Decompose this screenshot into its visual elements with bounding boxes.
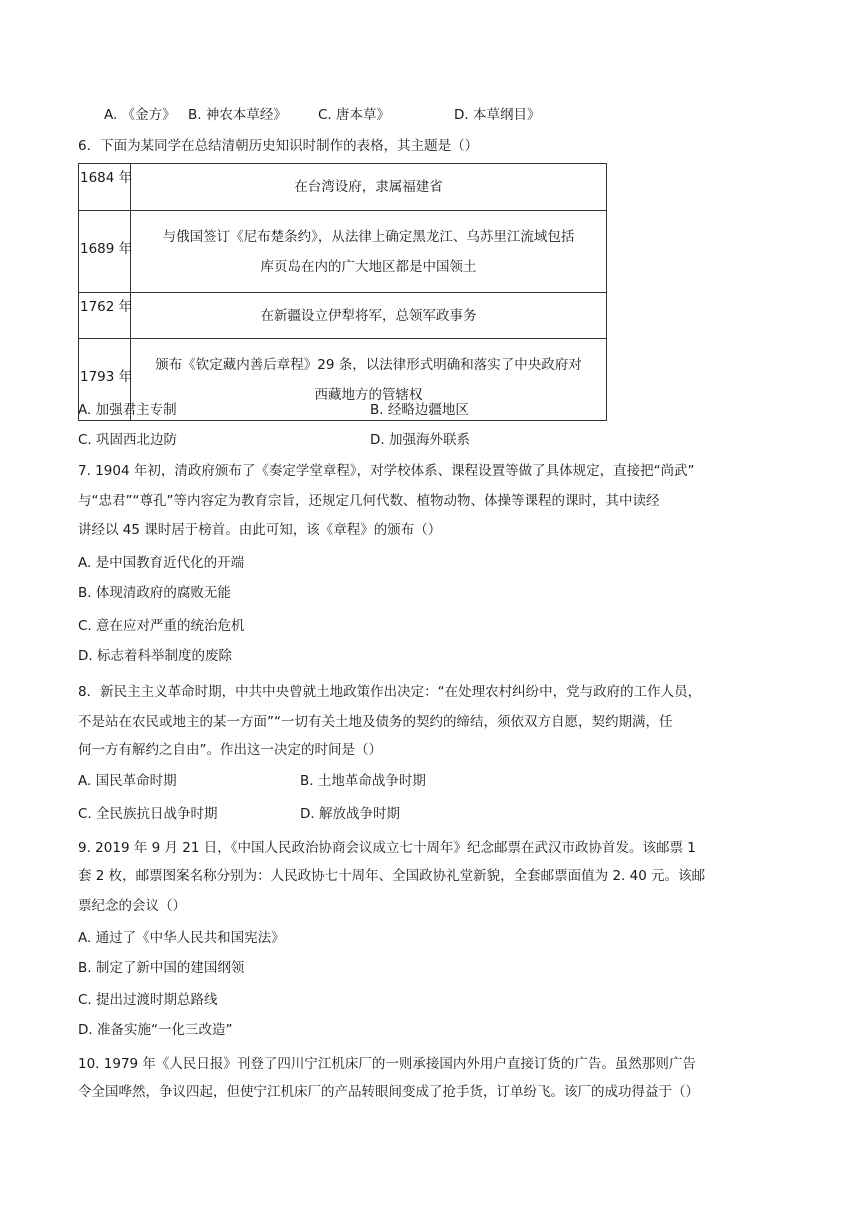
q8-stem-line-2: 不是站在农民或地主的某一方面”“一切有关土地及债务的契约的缔结，须依双方自愿，契约期满，任 bbox=[78, 714, 673, 730]
table-row bbox=[79, 293, 607, 339]
q10-stem-line-2: 令全国哗然，争议四起，但使宁江机床厂的产品转眼间变成了抢手货，订单纷飞。该厂的成功得益于（） bbox=[78, 1084, 699, 1100]
q9-option-c: C. 提出过渡时期总路线 bbox=[78, 992, 218, 1008]
table-row bbox=[79, 164, 607, 211]
table-event: 与俄国签订《尼布楚条约》，从法律上确定黑龙江、乌苏里江流域包括 库页岛在内的广大地区都是中国领土 bbox=[131, 211, 607, 293]
q9-option-a: A. 通过了《中华人民共和国宪法》 bbox=[78, 930, 285, 946]
q8-option-a: A. 国民革命时期 bbox=[78, 773, 177, 789]
q7-stem-line-2: 与“忠君”“尊孔”等内容定为教育宗旨，还规定几何代数、植物动物、体操等课程的课时，其中读经 bbox=[78, 493, 660, 509]
q5-option-a: A. 《金方》 bbox=[104, 107, 176, 123]
q6-option-b: B. 经略边疆地区 bbox=[370, 402, 469, 418]
q8-stem-line-1: 8．新民主主义革命时期，中共中央曾就土地政策作出决定：“在处理农村纠纷中，党与政府的工作人员， bbox=[78, 684, 702, 700]
q9-stem-line-1: 9. 2019 年 9 月 21 日，《中国人民政治协商会议成立七十周年》纪念邮票在武汉市政协首发。该邮票 1 bbox=[78, 840, 696, 856]
table-event: 颁布《钦定藏内善后章程》29 条，以法律形式明确和落实了中央政府对 西藏地方的管辖权 bbox=[131, 339, 607, 421]
q6-stem: 6．下面为某同学在总结清朝历史知识时制作的表格，其主题是（） bbox=[78, 138, 479, 154]
q9-option-b: B. 制定了新中国的建国纲领 bbox=[78, 960, 245, 976]
q8-option-c: C. 全民族抗日战争时期 bbox=[78, 806, 218, 822]
q8-stem-line-3: 何一方有解约之自由”。作出这一决定的时间是（） bbox=[78, 742, 382, 758]
q5-option-b: B. 神农本草经》 bbox=[188, 107, 287, 123]
q8-option-d: D. 解放战争时期 bbox=[300, 806, 400, 822]
q5-option-c: C. 唐本草》 bbox=[318, 107, 391, 123]
q7-option-c: C. 意在应对严重的统治危机 bbox=[78, 618, 245, 634]
qing-history-table bbox=[78, 163, 607, 421]
table-event: 在台湾设府，隶属福建省 bbox=[131, 164, 607, 211]
table-year: 1762 年 bbox=[79, 293, 131, 339]
table-year: 1689 年 bbox=[79, 211, 131, 293]
q9-stem-line-3: 票纪念的会议（） bbox=[78, 898, 186, 914]
q7-option-a: A. 是中国教育近代化的开端 bbox=[78, 555, 245, 571]
q5-option-d: D. 本草纲目》 bbox=[454, 107, 541, 123]
q9-stem-line-2: 套 2 枚，邮票图案名称分别为：人民政协七十周年、全国政协礼堂新貌，全套邮票面值为 2. 40 元。该邮 bbox=[78, 868, 706, 884]
q10-stem-line-1: 10. 1979 年《人民日报》刊登了四川宁江机床厂的一则承接国内外用户直接订货的广告。虽然那则广告 bbox=[78, 1056, 696, 1072]
q7-stem-line-3: 讲经以 45 课时居于榜首。由此可知，该《章程》的颁布（） bbox=[78, 522, 442, 538]
table-year: 1793 年 bbox=[79, 339, 131, 421]
q9-option-d: D. 准备实施“一化三改造” bbox=[78, 1022, 233, 1038]
table-event: 在新疆设立伊犁将军，总领军政事务 bbox=[131, 293, 607, 339]
q8-option-b: B. 土地革命战争时期 bbox=[300, 773, 426, 789]
q7-option-b: B. 体现清政府的腐败无能 bbox=[78, 585, 231, 601]
q7-option-d: D. 标志着科举制度的废除 bbox=[78, 648, 232, 664]
table-row bbox=[79, 211, 607, 293]
q6-option-d: D. 加强海外联系 bbox=[370, 432, 470, 448]
q7-stem-line-1: 7. 1904 年初，清政府颁布了《奏定学堂章程》，对学校体系、课程设置等做了具体规定，直接把“尚武” bbox=[78, 463, 695, 479]
table-year: 1684 年 bbox=[79, 164, 131, 211]
q6-option-c: C. 巩固西北边防 bbox=[78, 432, 178, 448]
q6-option-a: A. 加强君主专制 bbox=[78, 402, 177, 418]
